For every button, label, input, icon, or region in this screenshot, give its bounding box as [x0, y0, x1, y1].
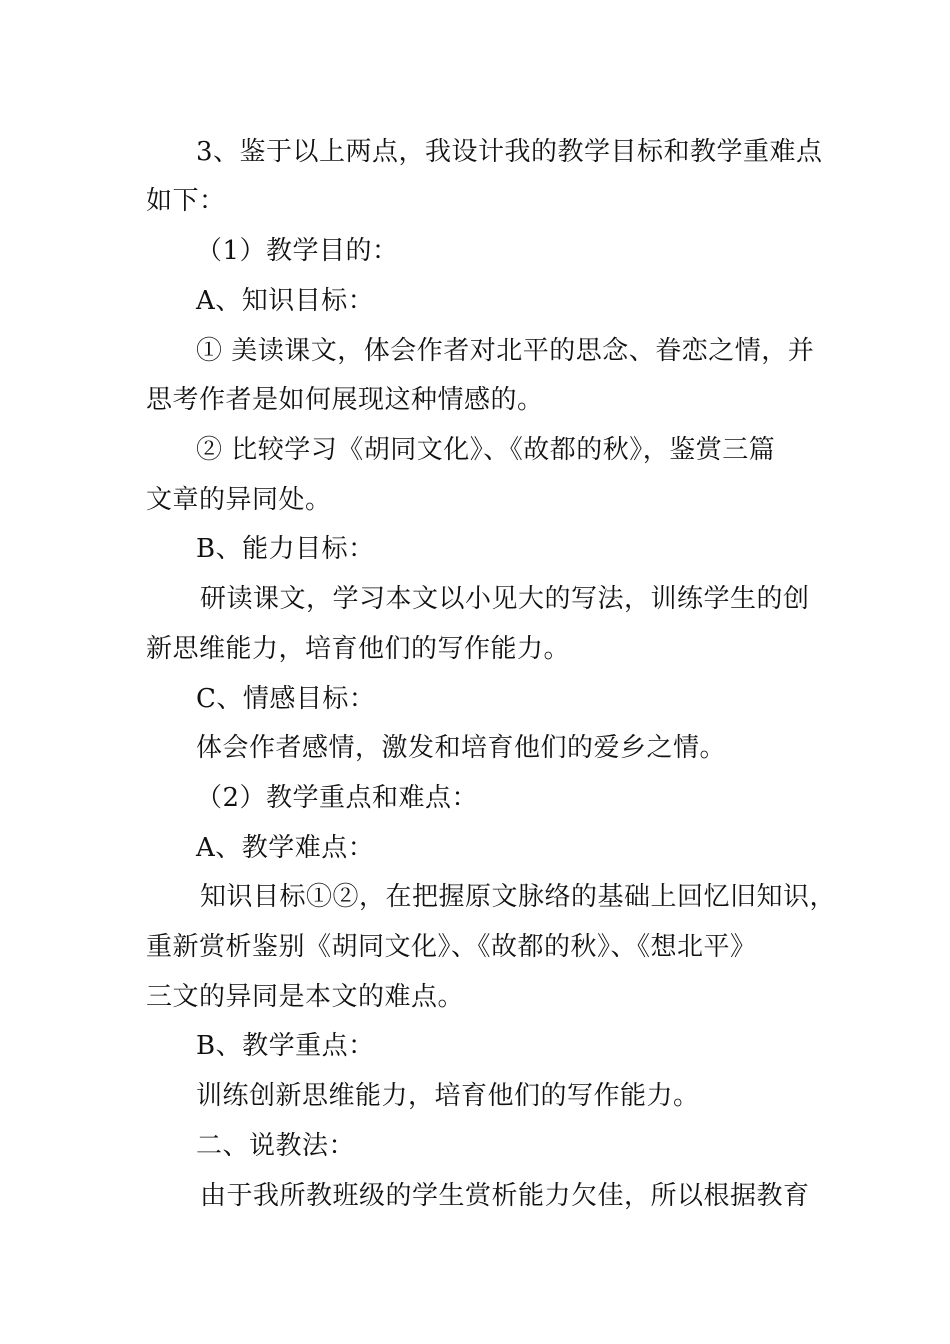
paragraph-difficult: 知识目标①②，在把握原文脉络的基础上回忆旧知识，: [200, 882, 837, 912]
heading-knowledge-goal: A、知识目标：: [196, 286, 375, 316]
heading-key-points: B、教学重点：: [196, 1031, 375, 1061]
paragraph-goal-2: ② 比较学习《胡同文化》、《故都的秋》，鉴赏三篇: [196, 435, 776, 465]
paragraph-ability-cont: 新思维能力，培育他们的写作能力。: [146, 634, 571, 664]
paragraph-goal-1: ① 美读课文，体会作者对北平的思念、眷恋之情，并: [196, 336, 815, 366]
paragraph-objectives-intro: 3、鉴于以上两点，我设计我的教学目标和教学重难点: [196, 137, 823, 167]
heading-difficult-points: A、教学难点：: [196, 833, 375, 863]
paragraph-method: 由于我所教班级的学生赏析能力欠佳，所以根据教育: [200, 1181, 810, 1211]
paragraph-emotion: 体会作者感情，激发和培育他们的爱乡之情。: [196, 733, 727, 763]
paragraph-difficult-cont-1: 重新赏析鉴别《胡同文化》、《故都的秋》、《想北平》: [146, 932, 757, 962]
paragraph-difficult-cont-2: 三文的异同是本文的难点。: [146, 982, 465, 1012]
paragraph-goal-1-cont: 思考作者是如何展现这种情感的。: [146, 385, 544, 415]
paragraph-goal-2-cont: 文章的异同处。: [146, 485, 332, 515]
heading-teaching-method: 二、说教法：: [196, 1131, 356, 1161]
heading-key-difficult-points: （2）教学重点和难点：: [196, 783, 479, 813]
paragraph-ability: 研读课文，学习本文以小见大的写法，训练学生的创: [200, 584, 810, 614]
paragraph-objectives-intro-cont: 如下：: [146, 186, 226, 216]
paragraph-key: 训练创新思维能力，培育他们的写作能力。: [196, 1081, 700, 1111]
heading-ability-goal: B、能力目标：: [196, 534, 375, 564]
heading-teaching-aims: （1）教学目的：: [196, 236, 399, 266]
heading-emotion-goal: C、情感目标：: [196, 684, 376, 714]
